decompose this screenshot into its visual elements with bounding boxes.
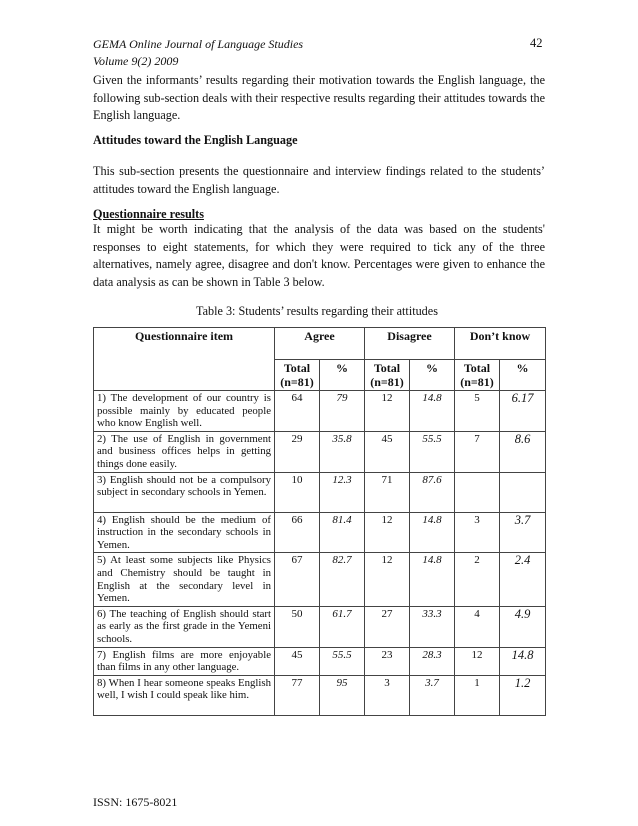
- row-disagree-pct: 3.7: [410, 675, 455, 715]
- row-agree-total: 64: [275, 391, 320, 432]
- row-disagree-pct: 33.3: [410, 606, 455, 647]
- table-row: [94, 553, 546, 606]
- row-dk-total: 4: [455, 606, 500, 647]
- row-agree-total: 45: [275, 647, 320, 675]
- row-agree-pct: 55.5: [320, 647, 365, 675]
- subsection-heading: Questionnaire results: [93, 207, 204, 221]
- table-row: [94, 512, 546, 553]
- intro-paragraph: Given the informants’ results regarding their motivation towards the English language, the following sub-section deals with their respective results regarding their attitudes towards the English language.: [93, 73, 545, 123]
- subheader-disagree-total: [365, 360, 410, 391]
- row-agree-pct: 61.7: [320, 606, 365, 647]
- table-row: [94, 472, 546, 512]
- subheader-dk-pct: %: [500, 360, 546, 391]
- subheader-dk-total: [455, 360, 500, 391]
- row-disagree-total: 12: [365, 512, 410, 553]
- row-disagree-pct: 14.8: [410, 553, 455, 606]
- row-disagree-pct: 28.3: [410, 647, 455, 675]
- subheader-n-label: (n=81): [280, 375, 314, 389]
- row-item: 4) English should be the medium of instruction in the secondary schools in Yemen.: [94, 512, 275, 553]
- row-agree-pct: 81.4: [320, 512, 365, 553]
- row-item: 5) At least some subjects like Physics and Chemistry should be taught in English at the secondary level in Yemen.: [94, 553, 275, 606]
- row-dk-pct: 4.9: [500, 606, 546, 647]
- row-item: 1) The development of our country is possible mainly by educated people who know English well.: [94, 391, 275, 432]
- row-dk-pct: 3.7: [500, 512, 546, 553]
- table-row: [94, 431, 546, 472]
- header-agree: Agree: [275, 328, 365, 360]
- row-dk-total: 2: [455, 553, 500, 606]
- row-dk-pct: 1.2: [500, 675, 546, 715]
- subheader-n-label: (n=81): [460, 375, 494, 389]
- row-dk-total: 5: [455, 391, 500, 432]
- attitudes-table: [93, 327, 546, 716]
- page-number: 42: [530, 36, 543, 50]
- row-dk-total: [455, 472, 500, 512]
- header-dont-know: Don’t know: [455, 328, 546, 360]
- journal-title: [93, 36, 303, 70]
- subheader-n-label: (n=81): [370, 375, 404, 389]
- row-item: 8) When I hear someone speaks English well, I wish I could speak like him.: [94, 675, 275, 715]
- row-agree-total: 50: [275, 606, 320, 647]
- row-disagree-pct: 55.5: [410, 431, 455, 472]
- subheader-total-label: Total: [463, 361, 491, 375]
- row-dk-pct: 6.17: [500, 391, 546, 432]
- row-agree-pct: 95: [320, 675, 365, 715]
- table-header-row: [94, 328, 546, 360]
- row-disagree-pct: 14.8: [410, 512, 455, 553]
- subheader-agree-pct: %: [320, 360, 365, 391]
- row-disagree-total: 12: [365, 553, 410, 606]
- row-agree-pct: 82.7: [320, 553, 365, 606]
- table-row: [94, 606, 546, 647]
- subheader-total-label: Total: [283, 361, 311, 375]
- row-agree-pct: 35.8: [320, 431, 365, 472]
- row-disagree-total: 3: [365, 675, 410, 715]
- row-agree-pct: 79: [320, 391, 365, 432]
- row-dk-total: 1: [455, 675, 500, 715]
- table-row: [94, 647, 546, 675]
- section-heading: Attitudes toward the English Language: [93, 133, 298, 147]
- row-disagree-total: 27: [365, 606, 410, 647]
- footer-issn: ISSN: 1675-8021: [93, 795, 178, 809]
- row-agree-total: 10: [275, 472, 320, 512]
- table-row: [94, 391, 546, 432]
- row-dk-total: 3: [455, 512, 500, 553]
- header-questionnaire-item: Questionnaire item: [94, 328, 275, 391]
- row-item: 2) The use of English in government and business offices helps in getting things done easily.: [94, 431, 275, 472]
- row-dk-pct: 2.4: [500, 553, 546, 606]
- row-agree-total: 66: [275, 512, 320, 553]
- row-item: 6) The teaching of English should start as early as the first grade in the Yemeni schools.: [94, 606, 275, 647]
- row-dk-pct: 14.8: [500, 647, 546, 675]
- row-disagree-total: 71: [365, 472, 410, 512]
- subheader-disagree-pct: %: [410, 360, 455, 391]
- row-agree-pct: 12.3: [320, 472, 365, 512]
- subheader-total-label: Total: [373, 361, 401, 375]
- row-item: 7) English films are more enjoyable than films in any other language.: [94, 647, 275, 675]
- table-caption: Table 3: Students’ results regarding their attitudes: [196, 304, 438, 318]
- row-disagree-total: 12: [365, 391, 410, 432]
- journal-name: GEMA Online Journal of Language Studies: [93, 37, 304, 51]
- subsection-paragraph: It might be worth indicating that the analysis of the data was based on the students' responses to eight statements, for which they were required to tick any of the three alternatives, namely agree, disagree and don't know. Percentages were given to enhance the data analysis as can be shown in Table 3 below.: [93, 222, 545, 289]
- row-agree-total: 67: [275, 553, 320, 606]
- journal-volume: Volume 9(2) 2009: [93, 54, 179, 68]
- row-agree-total: 29: [275, 431, 320, 472]
- row-disagree-total: 45: [365, 431, 410, 472]
- row-dk-total: 12: [455, 647, 500, 675]
- section-paragraph: This sub-section presents the questionnaire and interview findings related to the students’ attitudes toward the English language.: [93, 164, 545, 196]
- row-disagree-total: 23: [365, 647, 410, 675]
- table-row: [94, 675, 546, 715]
- row-disagree-pct: 87.6: [410, 472, 455, 512]
- row-dk-pct: 8.6: [500, 431, 546, 472]
- header-disagree: Disagree: [365, 328, 455, 360]
- subheader-agree-total: [275, 360, 320, 391]
- row-item: 3) English should not be a compulsory subject in secondary schools in Yemen.: [94, 472, 275, 512]
- row-agree-total: 77: [275, 675, 320, 715]
- row-disagree-pct: 14.8: [410, 391, 455, 432]
- row-dk-total: 7: [455, 431, 500, 472]
- row-dk-pct: [500, 472, 546, 512]
